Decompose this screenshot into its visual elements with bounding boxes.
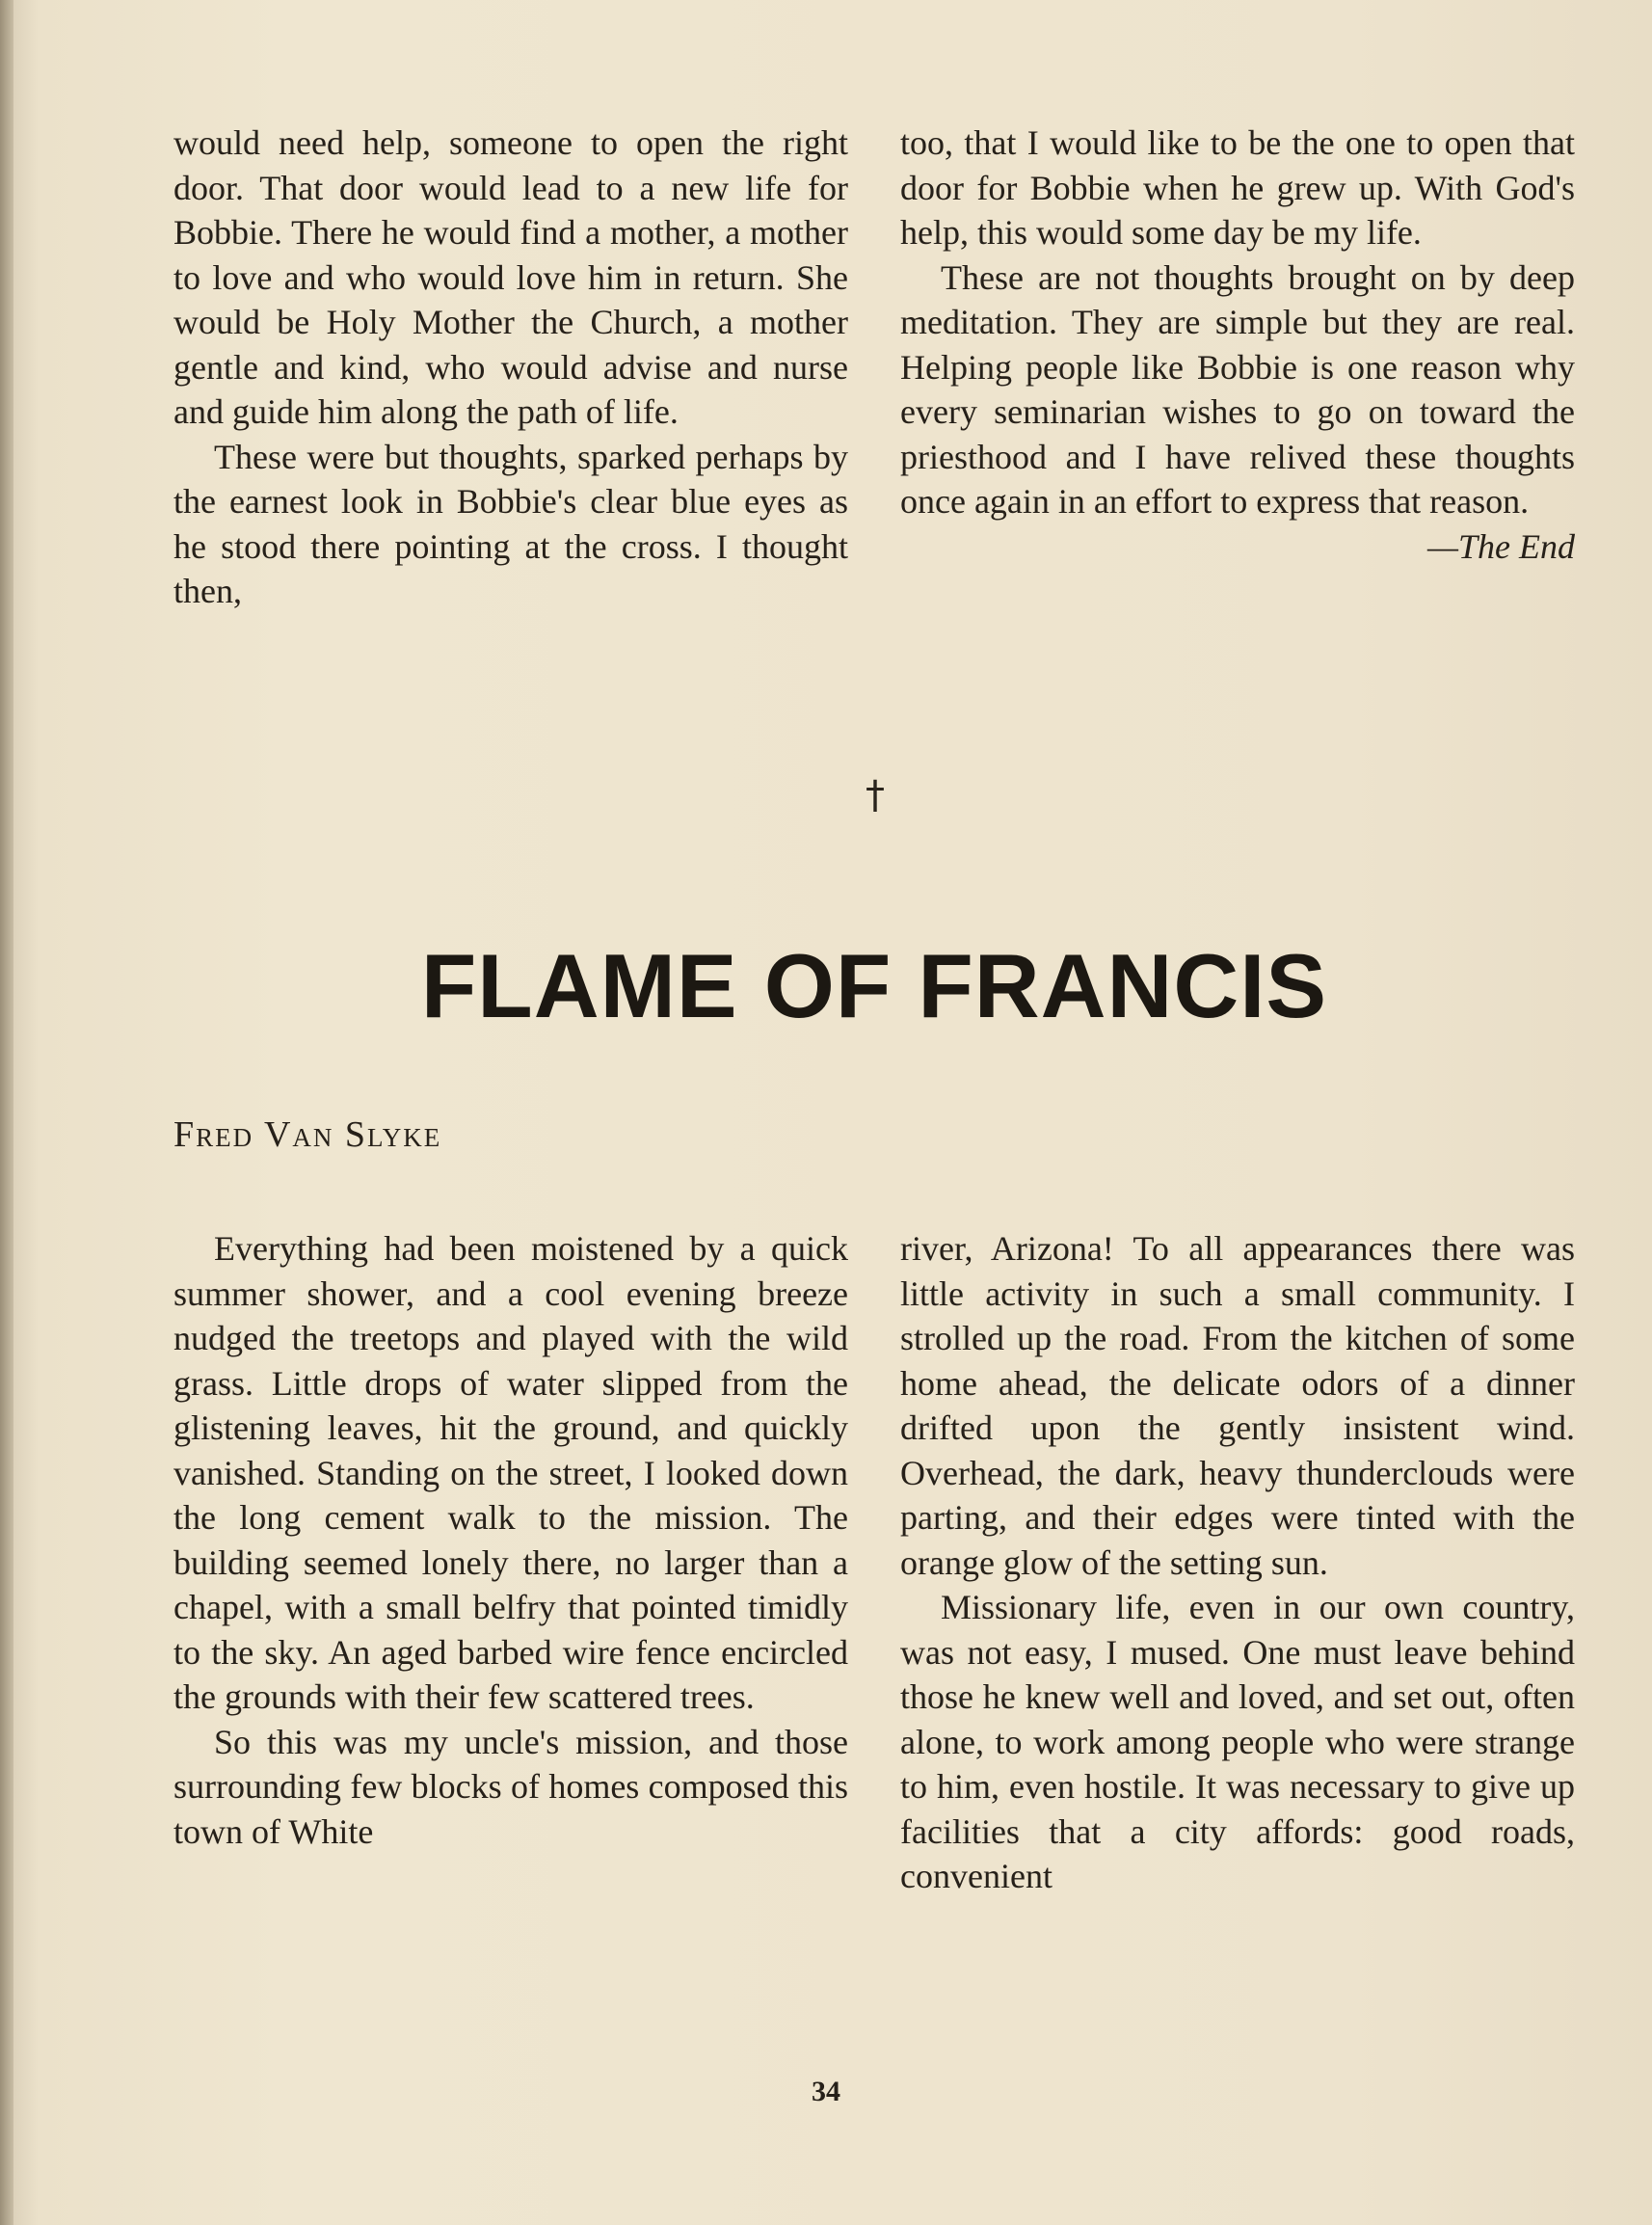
paragraph: river, Arizona! To all appearances there was little activity in such a small community. I strolled up the road. From the kitchen of some home ahead, the delicate odors of a dinner drifted upon the gently insistent wind. Overhead, the dark, heavy thunderclouds were parting, and their edges were tinted with the orange glow of the setting sun. bbox=[900, 1229, 1575, 1582]
bottom-left-column bbox=[173, 1226, 848, 1854]
top-right-column bbox=[900, 121, 1575, 569]
paragraph: So this was my uncle's mission, and those surrounding few blocks of homes composed this town of White bbox=[173, 1722, 848, 1851]
paragraph: Missionary life, even in our own country, was not easy, I mused. One must leave behind those he knew well and loved, and set out, often alone, to work among people who were strange to him, even hostile. It was necessary to give up facilities that a city affords: good roads, convenient bbox=[900, 1588, 1575, 1895]
paragraph: Everything had been moistened by a quick summer shower, and a cool evening breeze nudged the treetops and played with the wild grass. Little drops of water slipped from the glistening leaves, hit the ground, and quickly vanished. Standing on the street, I looked down the long cement walk to the mission. The building seemed lonely there, no larger than a chapel, with a small belfry that pointed timidly to the sky. An aged barbed wire fence encircled the grounds with their few scattered trees. bbox=[173, 1229, 848, 1716]
article-title: FLAME OF FRANCIS bbox=[420, 935, 1328, 1036]
paragraph: These were but thoughts, sparked perhaps by the earnest look in Bobbie's clear blue eyes as he stood there pointing at the cross. I thought then, bbox=[173, 437, 848, 610]
the-end-mark: —The End bbox=[1427, 526, 1575, 566]
page-number: 34 bbox=[812, 2076, 840, 2107]
top-left-column bbox=[173, 121, 848, 614]
paragraph: too, that I would like to be the one to open that door for Bobbie when he grew up. With God's help, this would some day be my life. bbox=[900, 123, 1575, 252]
page-binding-edge bbox=[0, 0, 13, 2225]
author-byline: Fred Van Slyke bbox=[173, 1114, 442, 1155]
cross-divider-icon: † bbox=[866, 773, 885, 818]
bottom-right-column bbox=[900, 1226, 1575, 1899]
paragraph: These are not thoughts brought on by deep meditation. They are simple but they are real. Helping people like Bobbie is one reason why every seminarian wishes to go on toward the priesthood and I have relived these thoughts once again in an effort to express that reason. bbox=[900, 257, 1575, 521]
paragraph: would need help, someone to open the right door. That door would lead to a new life for Bobbie. There he would find a mother, a mother to love and who would love him in return. She would be Holy Mother the Church, a mother gentle and kind, who would advise and nurse and guide him along the path of life. bbox=[173, 123, 848, 431]
